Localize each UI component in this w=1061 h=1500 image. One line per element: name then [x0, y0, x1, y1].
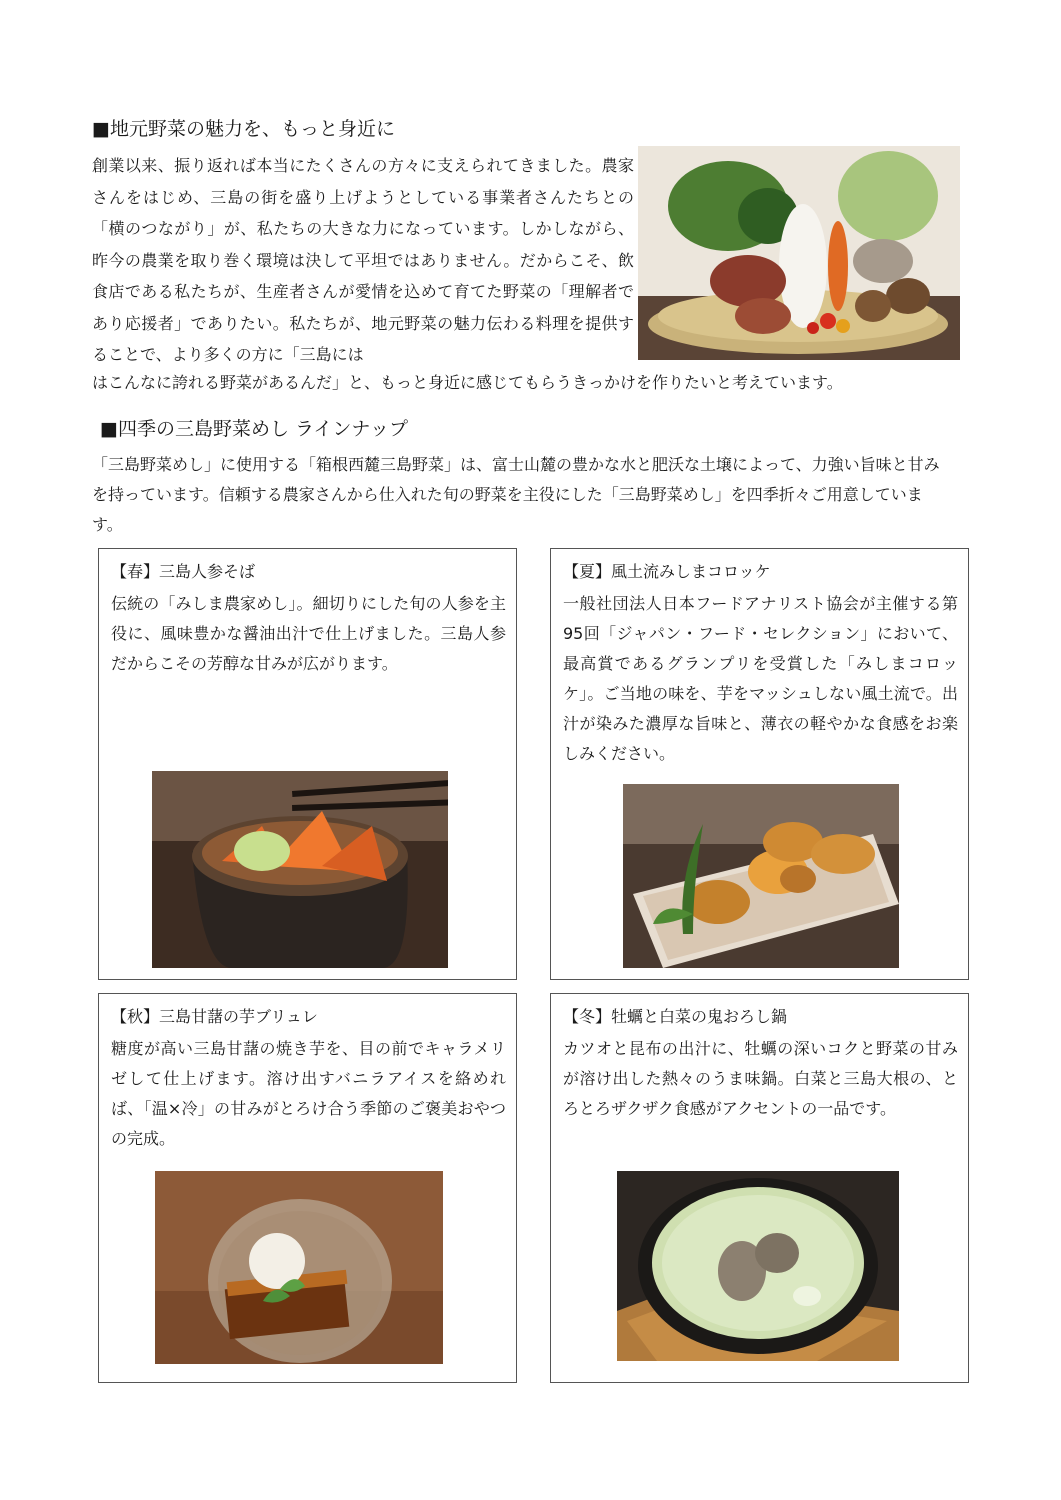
- croquette-photo: [623, 784, 899, 968]
- menu-card-winter: [550, 993, 969, 1383]
- menu-card-summer: [550, 548, 969, 980]
- card-title: 【夏】風土流みしまコロッケ: [563, 562, 771, 581]
- lineup-paragraph: 「三島野菜めし」に使用する「箱根西麓三島野菜」は、富士山麓の豊かな水と肥沃な土壌によって、力強い旨味と甘みを持っています。信頼する農家さんから仕入れた旬の野菜を主役にした「三島野菜めし」を四季折々ご用意しています。: [92, 455, 940, 534]
- carrot-soba-photo: [152, 771, 448, 968]
- oyster-hotpot-photo: [617, 1171, 899, 1361]
- card-description: 糖度が高い三島甘藷の焼き芋を、目の前でキャラメリゼして仕上げます。溶け出すバニラアイスを絡めれば、「温×冷」の甘みがとろけ合う季節のご褒美おやつの完成。: [111, 1039, 506, 1148]
- intro-paragraph: 創業以来、振り返れば本当にたくさんの方々に支えられてきました。農家さんをはじめ、三島の街を盛り上げようとしている事業者さんたちとの「横のつながり」が、私たちの大きな力になっています。しかしながら、昨今の農業を取り巻く環境は決して平坦ではありません。だからこそ、飲食店である私たちが、生産者さんが愛情を込めて育てた野菜の「理解者であり応援者」でありたい。私たちが、地元野菜の魅力伝わる料理を提供することで、より多くの方に「三島には: [92, 156, 634, 364]
- section-heading-lineup: ■四季の三島野菜めし ラインナップ: [100, 418, 409, 440]
- menu-card-spring: [98, 548, 517, 980]
- intro-paragraph-last-line: はこんなに誇れる野菜があるんだ」と、もっと身近に感じてもらうきっかけを作りたいと考えています。: [92, 373, 843, 392]
- section-heading-local-vegetables: ■地元野菜の魅力を、もっと身近に: [92, 118, 395, 140]
- menu-card-autumn: [98, 993, 517, 1383]
- card-title: 【秋】三島甘藷の芋ブリュレ: [111, 1007, 318, 1026]
- card-description: 伝統の「みしま農家めし」。細切りにした旬の人参を主役に、風味豊かな醤油出汁で仕上げました。三島人参だからこその芳醇な甘みが広がります。: [111, 594, 506, 673]
- card-title: 【冬】牡蠣と白菜の鬼おろし鍋: [563, 1007, 788, 1026]
- card-description: 一般社団法人日本フードアナリスト協会が主催する第95回「ジャパン・フード・セレクション」において、最高賞であるグランプリを受賞した「みしまコロッケ」。ご当地の味を、芋をマッシュしない風土流で。出汁が染みた濃厚な旨味と、薄衣の軽やかな食感をお楽しみください。: [563, 594, 958, 763]
- card-title: 【春】三島人参そば: [111, 562, 256, 581]
- card-description: カツオと昆布の出汁に、牡蠣の深いコクと野菜の甘みが溶け出した熱々のうま味鍋。白菜と三島大根の、とろとろザクザク食感がアクセントの一品です。: [563, 1039, 958, 1118]
- sweet-potato-brulee-photo: [155, 1171, 443, 1364]
- vegetable-basket-photo: [638, 146, 960, 360]
